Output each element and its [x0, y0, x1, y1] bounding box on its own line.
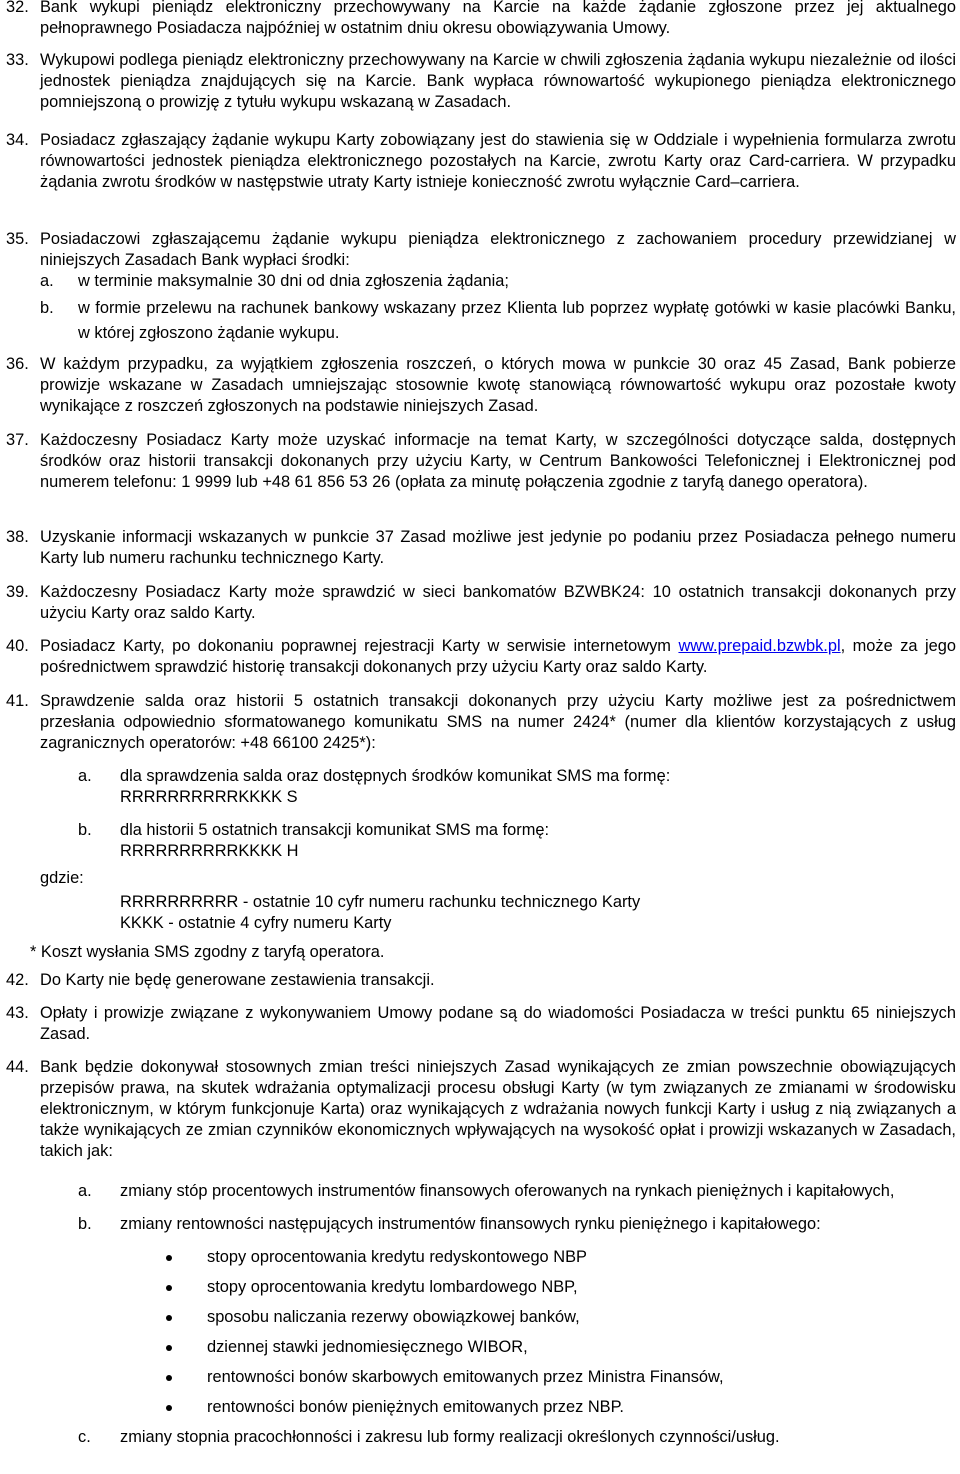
clause-43: [6, 1003, 956, 1045]
prepaid-website-link[interactable]: www.prepaid.bzwbk.pl: [678, 637, 841, 655]
clause-42: [6, 970, 956, 991]
where-line-2: KKKK - ostatnie 4 cyfry numeru Karty: [120, 914, 392, 932]
sub-item-a: [40, 271, 956, 292]
clause-number: 33.: [6, 51, 29, 69]
clause-40: [6, 636, 956, 678]
clause-34: [6, 130, 956, 193]
clause-number: 32.: [6, 0, 29, 16]
clause-text: W każdym przypadku, za wyjątkiem zgłoszenia roszczeń, o których mowa w punkcie 30 oraz 45 Zasad, Bank pobierze prowizje wskazane w Zasadach umniejszając stosownie kwotę stanowiącą równowartość wykupu oraz pozostałe kwoty wynikające z roszczeń zgłoszonych na podstawie niniejszych Zasad.: [40, 355, 956, 415]
sub-item-b: [78, 1214, 956, 1235]
sub-marker: b.: [78, 1215, 92, 1233]
clause-number: 37.: [6, 431, 29, 449]
clause-number: 41.: [6, 692, 29, 710]
clause-38: [6, 527, 956, 569]
clause-36: [6, 354, 956, 417]
clause-text: Wykupowi podlega pieniądz elektroniczny przechowywany na Karcie w chwili zgłoszenia żądania wykupu niezależnie od ilości jednostek pieniądza znajdujących się na Karcie. Bank wypłaca równowartość wykupionego pieniądza elektronicznego pomniejszoną o prowizję z tytułu wykupu wskazaną w Zasadach.: [40, 51, 956, 111]
clause-39: [6, 582, 956, 624]
sub-marker: b.: [78, 821, 92, 839]
list-item: stopy oprocentowania kredytu lombardowego NBP,: [40, 1277, 956, 1298]
sms-format-code: RRRRRRRRRRKKKK H: [120, 842, 299, 860]
sub-item-b: [40, 296, 956, 346]
bullet-icon: [166, 1255, 172, 1261]
list-item: rentowności bonów skarbowych emitowanych przez Ministra Finansów,: [40, 1367, 956, 1388]
sub-text: w formie przelewu na rachunek bankowy wskazany przez Klienta lub poprzez wypłatę gotówki w kasie placówki Banku, w której zgłoszono żądanie wykupu.: [78, 299, 956, 342]
bullet-icon: [166, 1345, 172, 1351]
sub-item-c: [78, 1427, 956, 1448]
list-item: dziennej stawki jednomiesięcznego WIBOR,: [40, 1337, 956, 1358]
clause-text: Sprawdzenie salda oraz historii 5 ostatnich transakcji dokonanych przy użyciu Karty możliwe jest za pośrednictwem przesłania odpowiednio sformatowanego komunikatu SMS na numer 2424* (numer dla klientów korzystających z usług zagranicznych operatorów: +48 66100 2425*):: [40, 692, 956, 752]
clause-text: Bank będzie dokonywał stosownych zmian treści niniejszych Zasad wynikających ze zmian powszechnie obowiązujących przepisów prawa, na skutek wdrażania optymalizacji procesu obsługi Karty (w tym związanych ze zmianami w środowisku elektronicznym, w którym funkcjonuje Karta) oraz wynikających z wdrażania nowych funkcji Karty i usług z nią związanych a także wynikających ze zmian czynników ekonomicznych wpływających na wysokość opłat i prowizji wskazanych w Zasadach, takich jak:: [40, 1058, 956, 1160]
bullet-icon: [166, 1285, 172, 1291]
clause-text: Każdoczesny Posiadacz Karty może uzyskać informacje na temat Karty, w szczególności dotyczące salda, dostępnych środków oraz historii transakcji dokonanych przy użyciu Karty, w Centrum Bankowości Telefonicznej i Elektronicznej pod numerem telefonu: 1 9999 lub +48 61 856 53 26 (opłata za minutę połączenia zgodnie z taryfą danego operatora).: [40, 431, 956, 491]
clause-text-after: , może za jego pośrednictwem sprawdzić historię transakcji dokonanych przy użyciu Karty oraz saldo Karty.: [40, 637, 956, 676]
clause-number: 43.: [6, 1004, 29, 1022]
sub-text: dla sprawdzenia salda oraz dostępnych środków komunikat SMS ma formę:: [120, 767, 671, 785]
clause-35: [6, 229, 956, 346]
clause-number: 36.: [6, 355, 29, 373]
list-item: stopy oprocentowania kredytu redyskontowego NBP: [40, 1247, 956, 1268]
sub-text: w terminie maksymalnie 30 dni od dnia zgłoszenia żądania;: [78, 272, 509, 290]
clause-number: 38.: [6, 528, 29, 546]
clause-text: Bank wykupi pieniądz elektroniczny przechowywany na Karcie na każde żądanie zgłoszone przez jej aktualnego pełnoprawnego Posiadacza najpóźniej w ostatnim dniu okresu obowiązywania Umowy.: [40, 0, 956, 37]
sms-format-code: RRRRRRRRRRKKKK S: [120, 788, 298, 806]
clause-number: 44.: [6, 1058, 29, 1076]
sub-item-a: [78, 766, 956, 808]
list-item: rentowności bonów pieniężnych emitowanych przez NBP.: [40, 1397, 956, 1418]
clause-number: 40.: [6, 637, 29, 655]
sms-cost-note: * Koszt wysłania SMS zgodny z taryfą operatora.: [30, 943, 385, 961]
sub-item-b: [78, 820, 956, 862]
clause-32: [6, 0, 956, 39]
sub-marker: a.: [40, 272, 54, 290]
sub-text: dla historii 5 ostatnich transakcji komunikat SMS ma formę:: [120, 821, 550, 839]
clause-text: [40, 636, 956, 678]
sub-item-a: [78, 1181, 956, 1202]
clause-number: 34.: [6, 131, 29, 149]
clause-text: Uzyskanie informacji wskazanych w punkcie 37 Zasad możliwe jest jedynie po podaniu przez Posiadacza pełnego numeru Karty lub numeru rachunku technicznego Karty.: [40, 528, 956, 567]
clause-text: Każdoczesny Posiadacz Karty może sprawdzić w sieci bankomatów BZWBK24: 10 ostatnich transakcji dokonanych przy użyciu Karty oraz saldo Karty.: [40, 583, 956, 622]
sub-marker: a.: [78, 1182, 92, 1200]
sub-marker: a.: [78, 767, 92, 785]
clause-text-before: Posiadacz Karty, po dokonaniu poprawnej rejestracji Karty w serwisie internetowym: [40, 637, 679, 655]
list-item: sposobu naliczania rezerwy obowiązkowej banków,: [40, 1307, 956, 1328]
clause-41: [6, 691, 956, 963]
clause-text: Do Karty nie będę generowane zestawienia transakcji.: [40, 971, 435, 989]
instrument-list: [40, 1247, 956, 1418]
clause-37: [6, 430, 956, 493]
where-line-1: RRRRRRRRRR - ostatnie 10 cyfr numeru rachunku technicznego Karty: [120, 893, 641, 911]
where-label: gdzie:: [40, 869, 84, 887]
clause-text: Posiadaczowi zgłaszającemu żądanie wykupu pieniądza elektronicznego z zachowaniem procedury przewidzianej w niniejszych Zasadach Bank wypłaci środki:: [40, 230, 956, 269]
bullet-icon: [166, 1405, 172, 1411]
bullet-icon: [166, 1375, 172, 1381]
sub-text: zmiany stóp procentowych instrumentów finansowych oferowanych na rynkach pieniężnych i kapitałowych,: [120, 1182, 895, 1200]
clause-text: Opłaty i prowizje związane z wykonywaniem Umowy podane są do wiadomości Posiadacza w treści punktu 65 niniejszych Zasad.: [40, 1004, 956, 1043]
clause-number: 39.: [6, 583, 29, 601]
sub-marker: b.: [40, 299, 54, 317]
clause-33: [6, 50, 956, 113]
clause-number: 35.: [6, 230, 29, 248]
bullet-icon: [166, 1315, 172, 1321]
sub-text: zmiany rentowności następujących instrumentów finansowych rynku pieniężnego i kapitałowego:: [120, 1215, 821, 1233]
sub-text: zmiany stopnia pracochłonności i zakresu lub formy realizacji określonych czynności/usług.: [120, 1428, 780, 1446]
clause-number: 42.: [6, 971, 29, 989]
sub-marker: c.: [78, 1428, 91, 1446]
clause-44: [6, 1057, 956, 1448]
clause-text: Posiadacz zgłaszający żądanie wykupu Karty zobowiązany jest do stawienia się w Oddziale i wypełnienia formularza zwrotu równowartości jednostek pieniądza elektronicznego pozostałych na Karcie, zwrotu Karty oraz Card-carriera. W przypadku żądania zwrotu środków w następstwie utraty Karty istnieje konieczność zwrotu wyłącznie Card–carriera.: [40, 131, 956, 191]
